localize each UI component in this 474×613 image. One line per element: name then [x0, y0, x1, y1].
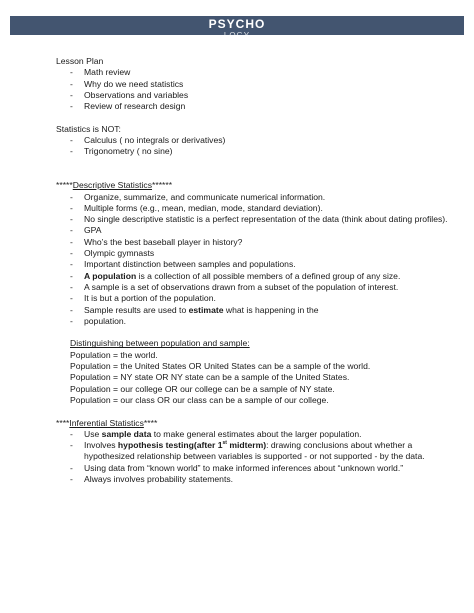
list-item: - Math review — [70, 67, 131, 78]
document-header-bar — [10, 16, 464, 40]
dash-bullet: - — [70, 281, 73, 292]
inferential-statistics-heading: ****Inferential Statistics**** — [56, 417, 158, 428]
document-title: PSYCHO — [208, 17, 266, 31]
distinguishing-line: Population = NY state OR NY state can be a sample of the United States. — [70, 372, 350, 383]
dash-bullet: - — [70, 440, 73, 451]
list-item: - Review of research design — [70, 101, 186, 112]
dash-bullet: - — [70, 259, 73, 270]
dash-bullet: - — [70, 428, 73, 439]
distinguishing-heading: Distinguishing between population and sample: — [70, 338, 250, 349]
descriptive-statistics-list — [56, 192, 456, 328]
dash-bullet: - — [70, 191, 73, 202]
list-item: - Using data from “known world” to make informed inferences about “unknown world.” — [70, 462, 404, 473]
dash-bullet: - — [70, 202, 73, 213]
lesson-plan-heading: Lesson Plan — [56, 56, 104, 66]
document-title-continuation: LOGY — [223, 31, 251, 40]
list-item: - A population is a collection of all possible members of a defined group of any size. — [70, 270, 401, 281]
dash-bullet: - — [70, 236, 73, 247]
list-item: - Multiple forms (e.g., mean, median, mode, standard deviation). — [70, 202, 323, 213]
dash-bullet: - — [70, 304, 73, 315]
dash-bullet: - — [70, 214, 73, 225]
dash-bullet: - — [70, 270, 73, 281]
list-item: - Why do we need statistics — [70, 78, 184, 89]
statistics-is-not-list — [56, 135, 456, 158]
list-item: - Calculus ( no integrals or derivatives) — [70, 135, 226, 146]
list-item: - No single descriptive statistic is a perfect representation of the data (think about dating profiles). — [70, 214, 448, 225]
list-item: - Observations and variables — [70, 89, 189, 100]
statistics-is-not-heading: Statistics is NOT: — [56, 123, 121, 134]
distinguishing-line: Population = our college OR our college can be a sample of NY state. — [70, 383, 335, 394]
dash-bullet: - — [70, 225, 73, 236]
list-item: - GPA — [70, 225, 102, 236]
list-item: - Trigonometry ( no sine) — [70, 146, 173, 157]
list-item: - Involves hypothesis testing(after 1st midterm): drawing conclusions about whether a hypothesized relationship between variables is supported - or not supported - by the data. — [70, 440, 425, 462]
list-item: - Use sample data to make general estimates about the larger population. — [70, 428, 362, 439]
list-item: - population. — [70, 315, 127, 326]
lesson-plan-list — [56, 67, 456, 112]
dash-bullet: - — [70, 462, 73, 473]
dash-bullet: - — [70, 67, 73, 78]
dash-bullet: - — [70, 473, 73, 484]
list-item: - Sample results are used to estimate what is happening in the — [70, 304, 319, 315]
distinguishing-line: Population = the United States OR United States can be a sample of the world. — [70, 361, 371, 372]
dash-bullet: - — [70, 293, 73, 304]
inferential-statistics-list — [56, 429, 456, 485]
list-item: - Always involves probability statements. — [70, 473, 234, 484]
dash-bullet: - — [70, 78, 73, 89]
distinguishing-line: Population = the world. — [70, 349, 158, 360]
document-body — [56, 56, 456, 485]
dash-bullet: - — [70, 248, 73, 259]
dash-bullet: - — [70, 146, 73, 157]
dash-bullet: - — [70, 135, 73, 146]
dash-bullet: - — [70, 89, 73, 100]
list-item: - It is but a portion of the population. — [70, 293, 216, 304]
dash-bullet: - — [70, 101, 73, 112]
list-item: - Olympic gymnasts — [70, 248, 155, 259]
descriptive-statistics-heading: *****Descriptive Statistics****** — [56, 180, 173, 191]
list-item: - Who’s the best baseball player in history? — [70, 236, 243, 247]
dash-bullet: - — [70, 315, 73, 326]
list-item: - A sample is a set of observations drawn from a subset of the population of interest. — [70, 281, 399, 292]
list-item: - Important distinction between samples and populations. — [70, 259, 296, 270]
distinguishing-line: Population = our class OR our class can be a sample of our college. — [70, 394, 329, 405]
list-item: - Organize, summarize, and communicate numerical information. — [70, 191, 326, 202]
distinguishing-section — [56, 338, 456, 406]
